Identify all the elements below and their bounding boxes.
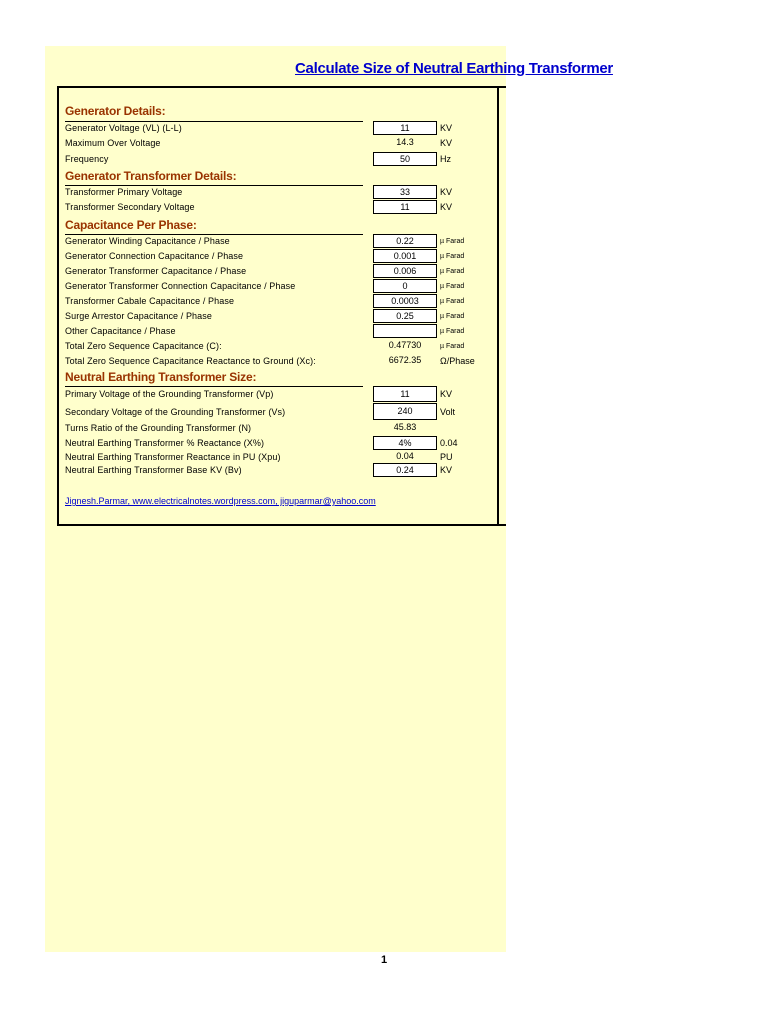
row-unit: KV [440, 202, 453, 212]
max-over-voltage-value: 14.3 [396, 137, 414, 147]
transformer-secondary-input[interactable]: 11 [373, 200, 437, 214]
frequency-input[interactable]: 50 [373, 152, 437, 166]
section-generator-details: Generator Details: [65, 104, 166, 118]
row-label-frequency: Frequency [65, 154, 109, 164]
frame-right-border [497, 86, 499, 526]
transformer-connection-capacitance-input[interactable]: 0 [373, 279, 437, 293]
row-label-percent-reactance: Neutral Earthing Transformer % Reactance (X%) [65, 438, 265, 448]
row-unit: µ Farad [440, 253, 465, 260]
row-unit: PU [440, 452, 453, 462]
row-label-transformer-connection-cap: Generator Transformer Connection Capacitance / Phase [65, 281, 296, 291]
total-capacitance-value: 0.47730 [388, 340, 422, 350]
transformer-primary-input[interactable]: 33 [373, 185, 437, 199]
row-unit: KV [440, 123, 453, 133]
spreadsheet-page [45, 46, 613, 952]
turns-ratio-value: 45.83 [393, 422, 417, 432]
row-unit: Ω/Phase [440, 356, 475, 366]
row-label-base-kv: Neutral Earthing Transformer Base KV (Bv) [65, 465, 242, 475]
row-unit: Hz [440, 154, 451, 164]
row-unit: µ Farad [440, 298, 465, 305]
row-unit: µ Farad [440, 328, 465, 335]
other-capacitance-input[interactable] [373, 324, 437, 338]
section-net-size: Neutral Earthing Transformer Size: [65, 370, 257, 384]
percent-reactance-input[interactable]: 4% [373, 436, 437, 450]
row-unit: µ Farad [440, 268, 465, 275]
author-contact-link[interactable]: Jignesh.Parmar, www.electricalnotes.wordpress.com, jiguparmar@yahoo.com [65, 496, 376, 506]
transformer-capacitance-input[interactable]: 0.006 [373, 264, 437, 278]
section-transformer-details: Generator Transformer Details: [65, 169, 237, 183]
cable-capacitance-input[interactable]: 0.0003 [373, 294, 437, 308]
winding-capacitance-input[interactable]: 0.22 [373, 234, 437, 248]
section-underline [65, 121, 363, 122]
row-unit: KV [440, 187, 453, 197]
row-label-transformer-secondary: Transformer Secondary Voltage [65, 202, 195, 212]
surge-arrestor-capacitance-input[interactable]: 0.25 [373, 309, 437, 323]
row-label-total-cap: Total Zero Sequence Capacitance (C): [65, 341, 222, 351]
row-label-transformer-primary: Transformer Primary Voltage [65, 187, 183, 197]
row-label-surge-cap: Surge Arrestor Capacitance / Phase [65, 311, 212, 321]
row-label-cable-cap: Transformer Cabale Capacitance / Phase [65, 296, 235, 306]
grounding-primary-input[interactable]: 11 [373, 386, 437, 402]
row-label-turns-ratio: Turns Ratio of the Grounding Transformer (N) [65, 423, 252, 433]
row-unit: KV [440, 138, 453, 148]
section-capacitance: Capacitance Per Phase: [65, 218, 197, 232]
row-label-transformer-cap: Generator Transformer Capacitance / Phase [65, 266, 247, 276]
row-unit: Volt [440, 407, 456, 417]
section-underline [65, 185, 363, 186]
row-label-connection-cap: Generator Connection Capacitance / Phase [65, 251, 244, 261]
row-unit: KV [440, 465, 453, 475]
row-label-reactance-pu: Neutral Earthing Transformer Reactance in PU (Xpu) [65, 452, 281, 462]
row-label-secondary-grounding: Secondary Voltage of the Grounding Transformer (Vs) [65, 407, 286, 417]
section-underline [65, 386, 363, 387]
row-unit: µ Farad [440, 343, 465, 350]
row-unit: µ Farad [440, 283, 465, 290]
row-label-primary-grounding: Primary Voltage of the Grounding Transformer (Vp) [65, 389, 274, 399]
row-label-generator-voltage: Generator Voltage (VL) (L-L) [65, 123, 182, 133]
grounding-secondary-input[interactable]: 240 [373, 403, 437, 420]
base-kv-input[interactable]: 0.24 [373, 463, 437, 477]
section-underline [65, 234, 363, 235]
row-unit: KV [440, 389, 453, 399]
page-title[interactable]: Calculate Size of Neutral Earthing Transformer [295, 60, 613, 77]
row-unit: µ Farad [440, 313, 465, 320]
row-label-max-over-voltage: Maximum Over Voltage [65, 138, 161, 148]
generator-voltage-input[interactable]: 11 [373, 121, 437, 135]
page-number: 1 [380, 954, 388, 966]
connection-capacitance-input[interactable]: 0.001 [373, 249, 437, 263]
total-reactance-value: 6672.35 [388, 355, 422, 365]
row-label-other-cap: Other Capacitance / Phase [65, 326, 176, 336]
row-label-total-reactance: Total Zero Sequence Capacitance Reactance to Ground (Xc): [65, 356, 316, 366]
row-unit: 0.04 [440, 438, 458, 448]
reactance-pu-value: 0.04 [396, 451, 414, 461]
row-unit: µ Farad [440, 238, 465, 245]
row-label-winding-cap: Generator Winding Capacitance / Phase [65, 236, 230, 246]
